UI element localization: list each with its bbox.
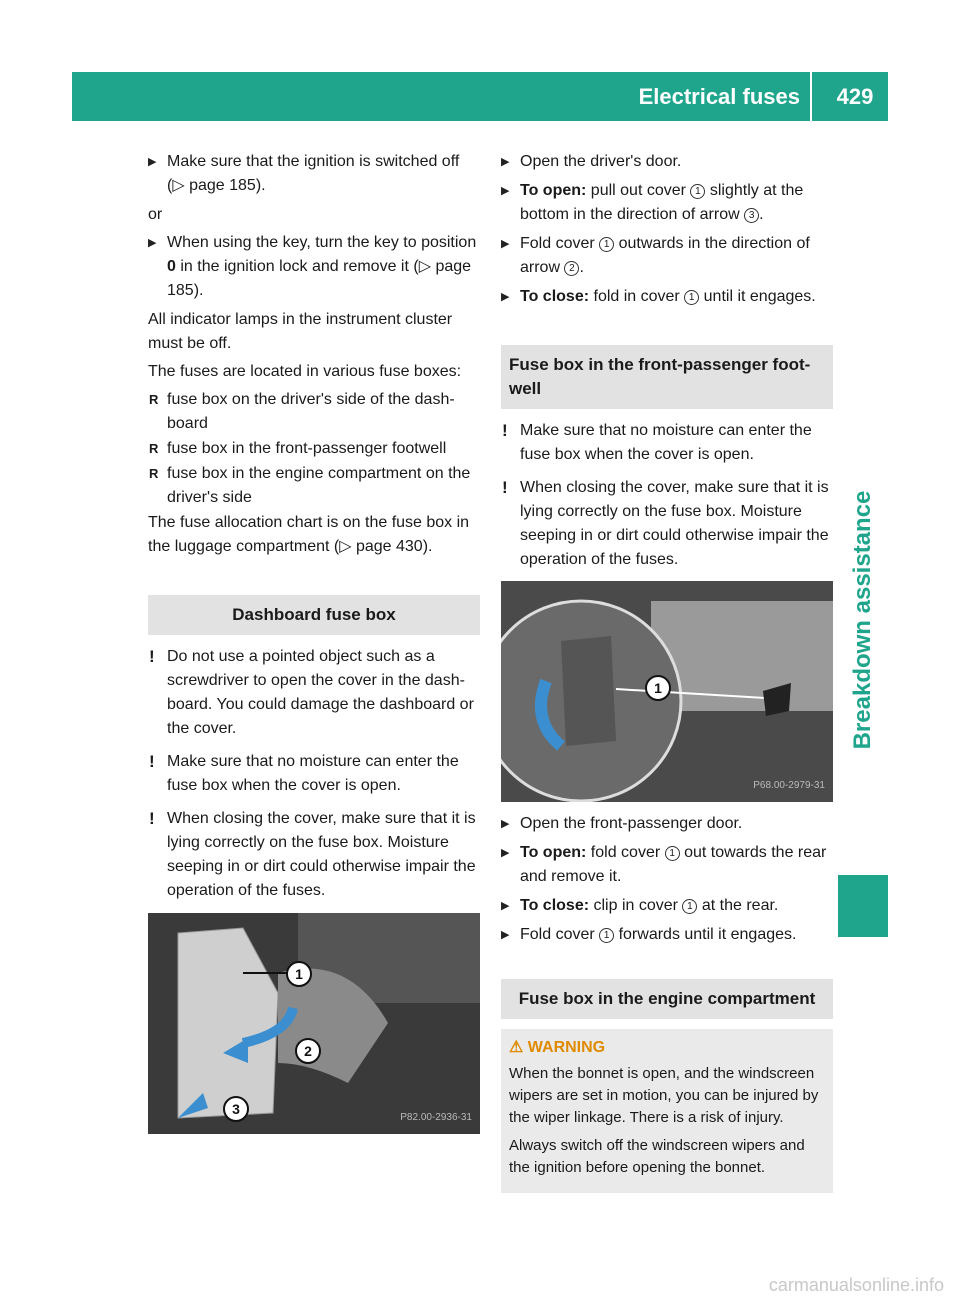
caution-icon: ! bbox=[149, 809, 155, 828]
note-text: Make sure that no moisture can enter the fuse box when the cover is open. bbox=[520, 422, 812, 463]
bullet-item: R fuse box in the front-passenger footwell bbox=[148, 437, 480, 461]
step-text: Fold cover bbox=[520, 235, 600, 252]
step-fold-cover: ▶ Fold cover 1 outwards in the direction of arrow 2 . bbox=[501, 232, 833, 280]
caution-note bbox=[148, 750, 480, 798]
step-text: outwards in the direction of arrow bbox=[520, 235, 810, 276]
circled-1: 1 bbox=[599, 237, 614, 252]
step-text: at the rear. bbox=[697, 897, 779, 914]
label-to-close: To close: bbox=[520, 897, 590, 914]
step-text: fold in cover bbox=[589, 288, 685, 305]
caution-note bbox=[148, 807, 480, 903]
step-text: pull out cover bbox=[586, 182, 691, 199]
dashboard-illustration bbox=[148, 913, 480, 1134]
step-text: out towards the rear and remove it. bbox=[520, 844, 827, 885]
step-key-position bbox=[148, 231, 480, 303]
step-to-open: ▶ To open: pull out cover 1 slightly at the bottom in the direction of arrow 3 . bbox=[501, 179, 833, 227]
image-reference: P68.00-2979-31 bbox=[753, 780, 825, 791]
caution-note bbox=[501, 476, 833, 572]
callout-2: 2 bbox=[295, 1038, 321, 1064]
caution-icon: ! bbox=[149, 752, 155, 771]
warning-heading bbox=[509, 1037, 825, 1059]
section-heading: Fuse box in the engine compartment bbox=[501, 979, 833, 1019]
step-text: fold cover bbox=[586, 844, 665, 861]
note-text: When closing the cover, make sure that it is lying correctly on the fuse box. Moisture seeping in or dirt could otherwise impair the operation of the fuses. bbox=[520, 479, 829, 568]
label-to-open: To open: bbox=[520, 182, 587, 199]
note-text: Do not use a pointed object such as a screwdriver to open the cover in the dash-board. You could damage the dashboard or the cover. bbox=[167, 648, 474, 737]
side-tab bbox=[838, 380, 888, 860]
callout-3: 3 bbox=[223, 1096, 249, 1122]
footer-watermark: carmanualsonline.info bbox=[768, 1275, 944, 1295]
step-ignition-off: ▶ Make sure that the ignition is switched off (▷ page 185). bbox=[148, 150, 480, 198]
paragraph: The fuse allocation chart is on the fuse box in the luggage compartment (▷ page 430). bbox=[148, 514, 470, 555]
dashboard-fuse-box-image bbox=[148, 913, 480, 1134]
step-fold-forwards bbox=[501, 923, 833, 947]
page-number: 429 bbox=[836, 84, 874, 109]
caution-icon: ! bbox=[502, 478, 508, 497]
callout-1: 1 bbox=[645, 675, 671, 701]
section-heading: Fuse box in the front-passenger foot-well bbox=[501, 345, 833, 409]
caution-note bbox=[501, 419, 833, 467]
step-text: Fold cover bbox=[520, 926, 600, 943]
step-open-passenger-door: ▶ Open the front-passenger door. bbox=[501, 812, 833, 836]
step-text-rest: in the ignition lock and remove it (▷ page 185). bbox=[167, 258, 472, 299]
warning-text: Always switch off the windscreen wipers and the ignition before opening the bonnet. bbox=[509, 1137, 805, 1176]
step-to-open bbox=[501, 841, 833, 889]
note-text: When closing the cover, make sure that it is lying correctly on the fuse box. Moisture seeping in or dirt could otherwise impair the operation of the fuses. bbox=[167, 810, 476, 899]
caution-icon: ! bbox=[502, 421, 508, 440]
paragraph: The fuses are located in various fuse boxes: bbox=[148, 363, 462, 380]
bullet-item: R fuse box in the engine compartment on the driver's side bbox=[148, 462, 480, 510]
side-tab-block bbox=[838, 875, 888, 937]
page-header bbox=[72, 72, 888, 121]
side-tab-label: Breakdown assistance bbox=[849, 490, 876, 750]
bullet-item: R fuse box on the driver's side of the dash-board bbox=[148, 388, 480, 436]
note-text: Make sure that no moisture can enter the fuse box when the cover is open. bbox=[167, 753, 459, 794]
right-column bbox=[501, 150, 833, 1193]
warning-icon: ⚠ bbox=[509, 1039, 524, 1056]
paragraph: All indicator lamps in the instrument cluster must be off. bbox=[148, 311, 453, 352]
circled-1: 1 bbox=[599, 928, 614, 943]
warning-title: WARNING bbox=[527, 1039, 606, 1056]
circled-2: 2 bbox=[564, 261, 579, 276]
warning-box bbox=[501, 1029, 833, 1193]
circled-1: 1 bbox=[665, 846, 680, 861]
step-text: forwards until it engages. bbox=[614, 926, 797, 943]
caution-icon: ! bbox=[149, 647, 155, 666]
front-passenger-fuse-box-image bbox=[501, 581, 833, 802]
circled-3: 3 bbox=[744, 208, 759, 223]
step-to-close bbox=[501, 285, 833, 309]
step-text: slightly at the bottom in the direction of arrow bbox=[520, 182, 804, 223]
section-heading: Dashboard fuse box bbox=[148, 595, 480, 635]
caution-note bbox=[148, 645, 480, 741]
image-reference: P82.00-2936-31 bbox=[400, 1112, 472, 1123]
label-to-open: To open: bbox=[520, 844, 587, 861]
warning-text: When the bonnet is open, and the windscreen wipers are set in motion, you can be injured by the wiper linkage. There is a risk of injury. bbox=[509, 1065, 819, 1126]
circled-1: 1 bbox=[682, 899, 697, 914]
circled-1: 1 bbox=[690, 184, 705, 199]
callout-1: 1 bbox=[286, 961, 312, 987]
step-open-door: ▶ Open the driver's door. bbox=[501, 150, 833, 174]
step-to-close bbox=[501, 894, 833, 918]
circled-1: 1 bbox=[684, 290, 699, 305]
left-column bbox=[148, 150, 480, 1144]
or-text: or bbox=[148, 206, 163, 223]
label-to-close: To close: bbox=[520, 288, 590, 305]
header-title: Electrical fuses bbox=[639, 72, 812, 121]
step-text: clip in cover bbox=[589, 897, 683, 914]
key-position: 0 bbox=[167, 258, 176, 275]
step-text: until it engages. bbox=[699, 288, 816, 305]
step-text: When using the key, turn the key to position bbox=[167, 234, 477, 251]
